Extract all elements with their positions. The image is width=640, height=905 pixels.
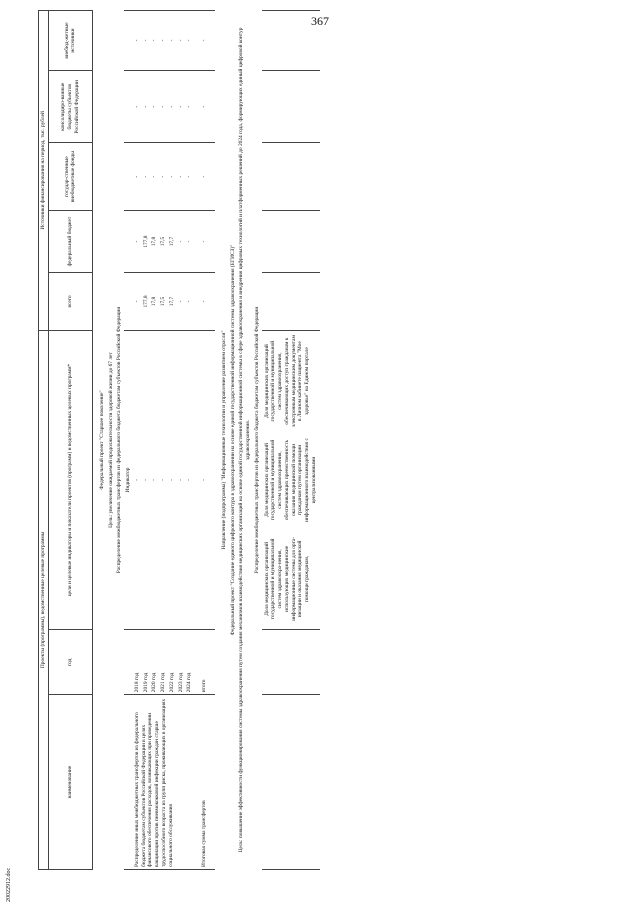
row-federal: -: [185, 210, 194, 272]
row-offbudget: -: [177, 11, 186, 71]
header-goals: цели и целевые индикаторы и показатели проектов (программ) и ведомственных целевых программ*: [48, 330, 92, 630]
row-consolidated: -: [133, 71, 142, 143]
row-offbudget: -: [142, 11, 151, 71]
section2-direction: Направление (подпрограмма) "Информационные технологии и управление развитием отрасли": [220, 330, 227, 550]
header-year: год: [48, 630, 92, 695]
row-total: 17,7: [168, 273, 177, 330]
row-funds: -: [177, 143, 186, 210]
row-year: 2019 год: [142, 630, 151, 695]
total-row-funds: -: [200, 143, 209, 210]
row-offbudget: -: [150, 11, 159, 71]
row-offbudget: -: [185, 11, 194, 71]
row-goal: -: [185, 330, 194, 630]
indicator-1: Доля медицинских организаций государственной и муниципальной систем здравоохра-нения, использующих медицинские информационные системы для орга-низации и оказания медицинской помощи гражданам,: [263, 537, 310, 621]
row-consolidated: -: [142, 71, 151, 143]
row-funds: -: [185, 143, 194, 210]
row-year: 2018 год: [133, 630, 142, 695]
row-funds: -: [168, 143, 177, 210]
total-row: [200, 11, 209, 870]
header-offbudget: внебюд-жетные источники: [48, 11, 92, 71]
section1-distribution: Распределение межбюджетных трансфертов из федерального бюджета бюджетам субъектов Российской Федерации: [116, 306, 123, 574]
row-funds: -: [133, 143, 142, 210]
row-total: -: [177, 273, 186, 330]
section2-goal: Цель: повышение эффективности функционирования системы здравоохранения путем создания механизмов взаимодействия медицинских организаций на основе единой государственной информационной системы в сфере здравоохранения и внедрения цифровых технологий и платформенных решений до 2024 года, формирующих единый цифровой контур здравоохранения.: [238, 27, 251, 853]
total-row-goal: -: [200, 330, 209, 630]
row-offbudget: -: [133, 11, 142, 71]
row-year: 2023 год: [177, 630, 186, 695]
row-funds: -: [159, 143, 168, 210]
table-row: [133, 11, 142, 870]
row-year: 2024 год: [185, 630, 194, 695]
row-consolidated: -: [185, 71, 194, 143]
header-consolidated: консолидиро-ванные бюджеты субъектов Российской Федерации: [48, 71, 92, 143]
row-year: 2020 год: [150, 630, 159, 695]
section1-project: Федеральный проект "Старшее поколение": [98, 390, 105, 490]
row-total: -: [185, 273, 194, 330]
row-goal: -: [177, 330, 186, 630]
row-consolidated: -: [177, 71, 186, 143]
row-federal: 177,8: [142, 210, 151, 272]
section1-goal: Цель: увеличение ожидаемой продолжительности здоровой жизни до 67 лет: [107, 352, 114, 528]
row-year: 2021 год: [159, 630, 168, 695]
row-goal: -: [150, 330, 159, 630]
total-row-total: -: [200, 273, 209, 330]
row-funds: -: [142, 143, 151, 210]
financing-table: [38, 10, 320, 870]
row-offbudget: -: [159, 11, 168, 71]
row-federal: 17,5: [159, 210, 168, 272]
total-row-name: Итоговая сумма трансфертов: [200, 695, 209, 870]
row-total: 177,8: [142, 273, 151, 330]
section1-indicator: Индикатор: [124, 330, 133, 630]
page-number: 367: [311, 14, 329, 28]
header-projects: Проекты (программы), ведомственные целевые программы: [39, 330, 49, 869]
header-name: наименование: [48, 695, 92, 870]
total-row-year: итого: [200, 630, 209, 695]
header-sources: Источники финансирования на период, тыс. рублей: [39, 11, 49, 331]
row-total: 17,8: [150, 273, 159, 330]
indicator-2: Доля медицинских организаций государственной и муниципальной систем здравоохранения, обеспечивающих преемственность оказания медицинской помощи гражданам путем организации информационного взаимодействия с централизованными: [263, 438, 317, 522]
row-federal: 17,7: [168, 210, 177, 272]
total-row-federal: -: [200, 210, 209, 272]
header-federal: федеральный бюджет: [48, 210, 92, 272]
header-total: всего: [48, 273, 92, 330]
row-year: 2022 год: [168, 630, 177, 695]
row-name: Распределение иных межбюджетных трансфертов из федерального бюджета бюджетам субъектов Российской Федерации в целях финансового обеспечения расходов, возникающих при проведении вакцинации против пневмококковой инфекции граждан старше трудоспособного возраста из групп риска, проживающих в организациях социального обслуживания: [133, 695, 194, 870]
row-consolidated: -: [159, 71, 168, 143]
total-row-offbudget: -: [200, 11, 209, 71]
row-funds: -: [150, 143, 159, 210]
row-goal: -: [168, 330, 177, 630]
row-consolidated: -: [150, 71, 159, 143]
row-goal: -: [142, 330, 151, 630]
footer-doc-name: 20022912.doc: [6, 867, 12, 902]
total-row-consolidated: -: [200, 71, 209, 143]
indicator-3: Доля медицинских организаций государственной и муниципальной систем здравоохранения, обеспечивающих доступ гражданам к электронным медицинским документам в Личном кабинете пациента "Мое здоровье" на Едином портале: [263, 335, 310, 428]
row-consolidated: -: [168, 71, 177, 143]
row-offbudget: -: [168, 11, 177, 71]
row-goal: -: [133, 330, 142, 630]
rotated-table-area: [38, 10, 638, 870]
row-federal: -: [177, 210, 186, 272]
row-total: 17,5: [159, 273, 168, 330]
row-total: -: [133, 273, 142, 330]
section2-project: Федеральный проект "Создание единого цифрового контура в здравоохранении на основе единой государственной информационной системы здравоохранения (ЕГИСЗ)": [229, 244, 236, 636]
header-funds: государ-ственные внебюджетные фонды: [48, 143, 92, 210]
row-federal: 17,8: [150, 210, 159, 272]
row-federal: -: [133, 210, 142, 272]
row-goal: -: [159, 330, 168, 630]
section2-distribution: Распределение межбюджетных трансфертов из федерального бюджета бюджетам субъектов Российской Федерации: [253, 306, 260, 574]
